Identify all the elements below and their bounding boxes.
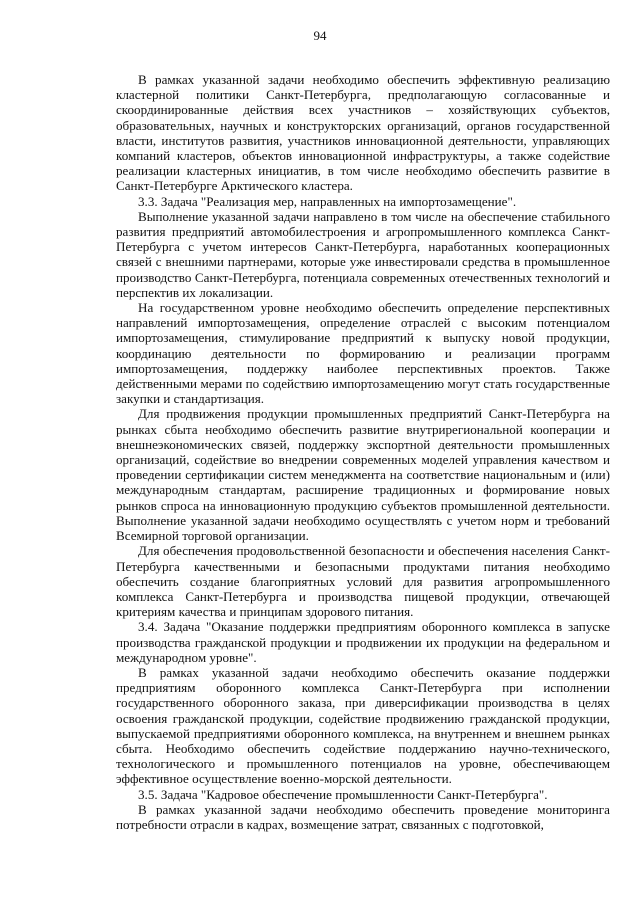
page-number: 94: [313, 28, 327, 43]
document-body: [116, 72, 610, 832]
paragraph-cluster-policy: В рамках указанной задачи необходимо обеспечить эффективную реализацию кластерной политики Санкт-Петербурга, предполагающую согласованные и скоординированные действия всех участников – хозяйствующих субъектов, образовательных, научных и конструкторских организаций, органов государственной власти, институтов развития, участников инновационной деятельности, управляющих компаний кластеров, объектов инновационной инфраструктуры, а также содействие реализации кластерных инициатив, в том числе необходимо обеспечить развитие в Санкт-Петербурге Арктического кластера.: [116, 72, 610, 194]
task-3-4-heading: 3.4. Задача "Оказание поддержки предприятиям оборонного комплекса в запуске производства гражданской продукции и продвижении их продукции на федеральном и международном уровне".: [116, 619, 610, 665]
task-3-3-heading: 3.3. Задача "Реализация мер, направленных на импортозамещение".: [138, 193, 517, 209]
paragraph-market-promotion: Для продвижения продукции промышленных предприятий Санкт-Петербурга на рынках сбыта необходимо обеспечить развитие внутрирегиональной кооперации и внешнеэкономических связей, поддержку экспортной деятельности промышленных организаций, содействие во внедрении современных моделей управления качеством и проведении сертификации систем менеджмента на соответствие национальным и (или) международным стандартам, расширение традиционных и формирование новых рынков спроса на инновационную продукцию субъектов промышленной деятельности. Выполнение указанной задачи необходимо осуществлять с учетом норм и требований Всемирной торговой организации.: [116, 406, 610, 544]
paragraph-staffing: В рамках указанной задачи необходимо обеспечить проведение мониторинга потребности отрасли в кадрах, возмещение затрат, связанных с подготовкой,: [116, 801, 610, 832]
paragraph-import-substitution-goals: Выполнение указанной задачи направлено в том числе на обеспечение стабильного развития предприятий автомобилестроения и агропромышленного комплекса Санкт-Петербурга с учетом интересов Санкт-Петербурга, наработанных кооперационных связей с внешними партнерами, которые уже инвестировали средства в промышленное производство Санкт-Петербурга, потенциала современных отечественных технологий и перспектив их локализации.: [116, 208, 610, 300]
paragraph-defense-support: В рамках указанной задачи необходимо обеспечить оказание поддержки предприятиям оборонного комплекса Санкт-Петербурга при исполнении государственного оборонного заказа, при диверсификации производства в целях освоения гражданской продукции, содействие продвижению гражданской продукции, выпускаемой предприятиями оборонного комплекса, на внутреннем и внешнем рынках сбыта. Необходимо обеспечить содействие поддержанию научно-технического, технологического и промышленного потенциалов на уровне, обеспечивающем эффективное осуществление военно-морской деятельности.: [116, 664, 610, 787]
paragraph-food-security: Для обеспечения продовольственной безопасности и обеспечения населения Санкт-Петербурга качественными и безопасными продуктами питания необходимо обеспечить создание благоприятных условий для развития агропромышленного комплекса Санкт-Петербурга и производства пищевой продукции, отвечающей критериям качества и принципам здорового питания.: [116, 543, 610, 620]
task-3-5-heading: 3.5. Задача "Кадровое обеспечение промышленности Санкт-Петербурга".: [138, 786, 548, 802]
paragraph-state-level-measures: На государственном уровне необходимо обеспечить определение перспективных направлений импортозамещения, определение отраслей с высоким потенциалом импортозамещения, стимулирование предприятий к выпуску новой продукции, координацию деятельности по формированию и реализации программ импортозамещения, поддержку наиболее перспективных проектов. Также действенными мерами по содействию импортозамещению могут стать государственные закупки и стандартизация.: [116, 300, 610, 407]
